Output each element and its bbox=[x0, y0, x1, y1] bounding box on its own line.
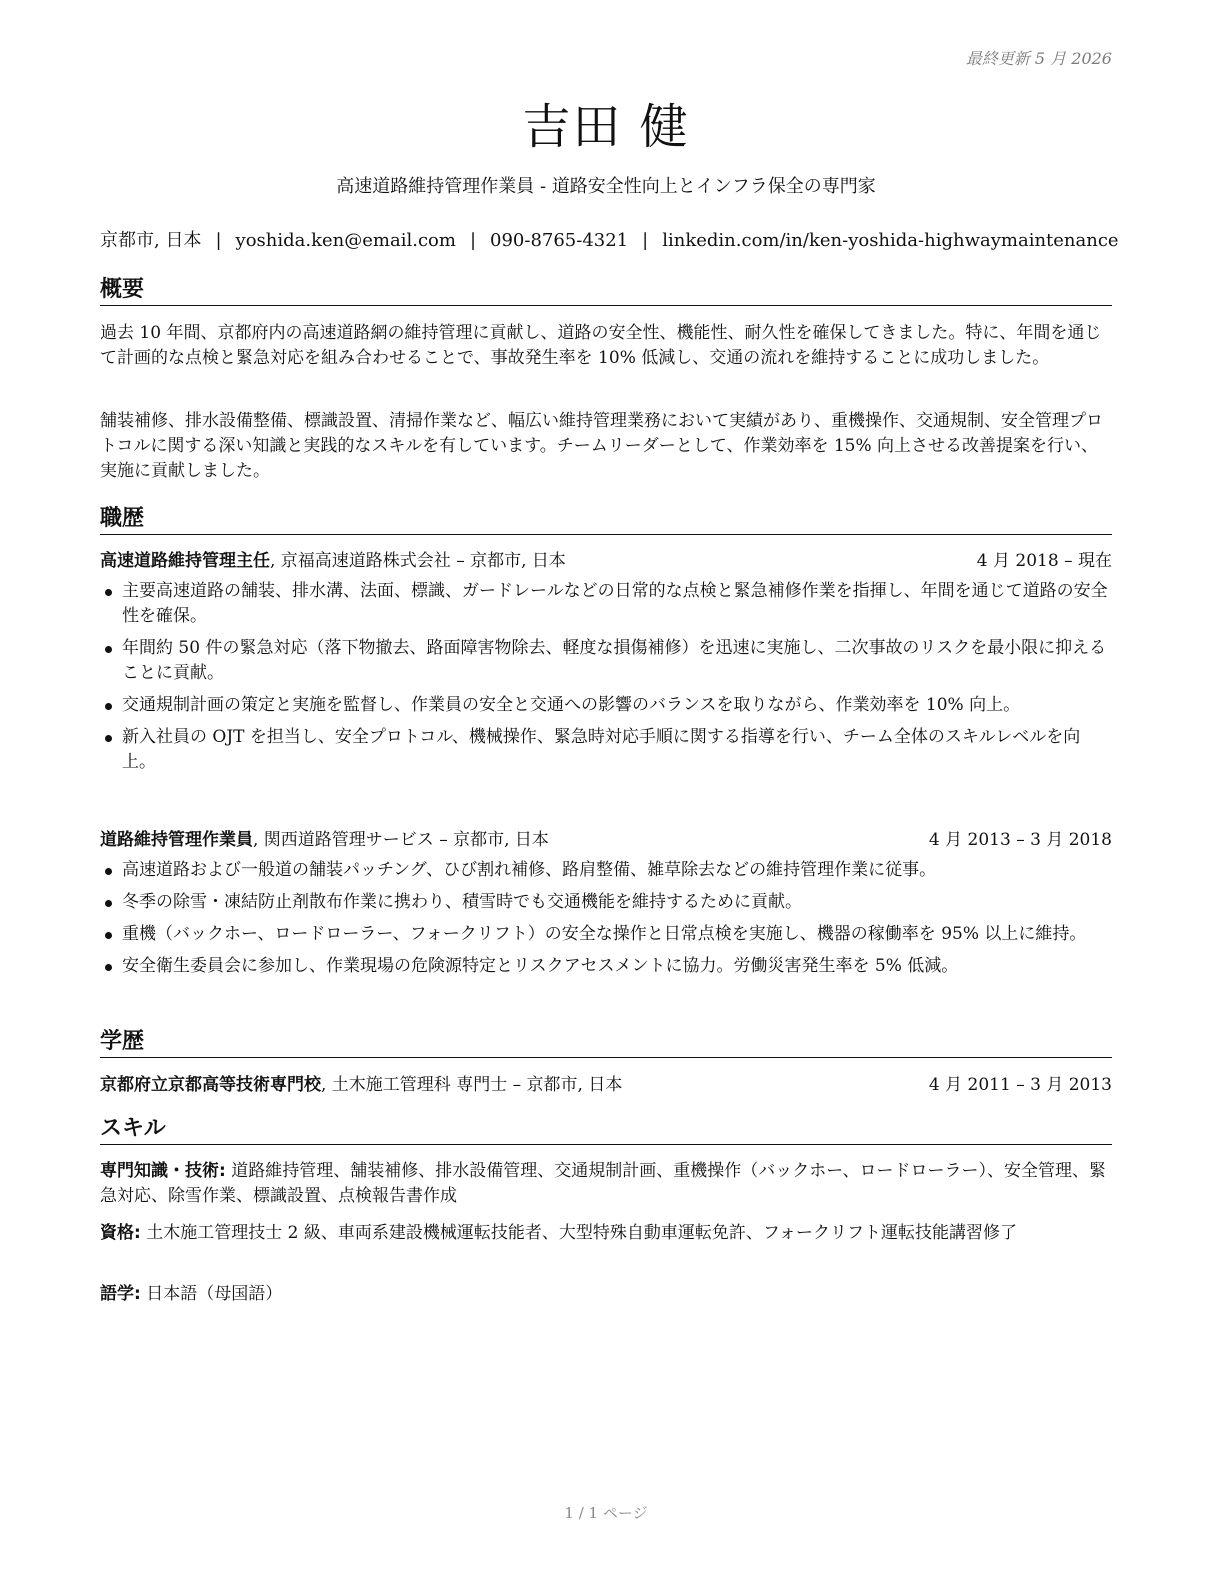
job-dates: 4 月 2013 – 3 月 2018 bbox=[928, 830, 1112, 850]
education-dates: 4 月 2011 – 3 月 2013 bbox=[928, 1075, 1112, 1095]
summary-paragraph: 舗装補修、排水設備整備、標識設置、清掃作業など、幅広い維持管理業務において実績があり、重機操作、交通規制、安全管理プロトコルに関する深い知識と実践的なスキルを有しています。チームリーダーとして、作業効率を 15% 向上させる改善提案を行い、実施に貢献しました。 bbox=[100, 411, 1103, 481]
list-item: 冬季の除雪・凍結防止剤散布作業に携わり、積雪時でも交通機能を維持するために貢献。 bbox=[100, 890, 1112, 915]
list-item: 高速道路および一般道の舗装パッチング、ひび割れ補修、路肩整備、雑草除去などの維持管理作業に従事。 bbox=[100, 858, 1112, 883]
section-title-education: 学歴 bbox=[100, 1029, 1112, 1058]
contact-separator: | bbox=[215, 230, 222, 251]
skill-label: 語学: bbox=[100, 1284, 141, 1304]
job-role: 高速道路維持管理主任 bbox=[100, 551, 270, 571]
skill-label: 専門知識・技術: bbox=[100, 1161, 226, 1181]
education-detail: , 土木施工管理科 専門士 – 京都市, 日本 bbox=[321, 1075, 623, 1095]
education-entry bbox=[100, 1073, 1112, 1097]
job-org: , 京福高速道路株式会社 – 京都市, 日本 bbox=[270, 551, 566, 571]
list-item: 安全衛生委員会に参加し、作業現場の危険源特定とリスクアセスメントに協力。労働災害発生率を 5% 低減。 bbox=[100, 954, 1112, 979]
job-header bbox=[100, 549, 1112, 573]
contact-phone[interactable]: 090-8765-4321 bbox=[490, 230, 629, 251]
list-item: 年間約 50 件の緊急対応（落下物撤去、路面障害物除去、軽度な損傷補修）を迅速に実施し、二次事故のリスクを最小限に抑えることに貢献。 bbox=[100, 636, 1112, 686]
last-updated: 最終更新 5 月 2026 bbox=[965, 49, 1112, 68]
section-title-experience: 職歴 bbox=[100, 506, 1112, 535]
list-item: 重機（バックホー、ロードローラー、フォークリフト）の安全な操作と日常点検を実施し、機器の稼働率を 95% 以上に維持。 bbox=[100, 922, 1112, 947]
contact-separator: | bbox=[469, 230, 477, 251]
skill-text: 土木施工管理技士 2 級、車両系建設機械運転技能者、大型特殊自動車運転免許、フォークリフト運転技能講習修了 bbox=[140, 1223, 1017, 1243]
list-item: 主要高速道路の舗装、排水溝、法面、標識、ガードレールなどの日常的な点検と緊急補修作業を指揮し、年間を通じて道路の安全性を確保。 bbox=[100, 579, 1112, 629]
list-item: 新入社員の OJT を担当し、安全プロトコル、機械操作、緊急時対応手順に関する指導を行い、チーム全体のスキルレベルを向上。 bbox=[100, 725, 1112, 775]
section-title-skills: スキル bbox=[100, 1116, 1112, 1145]
skill-label: 資格: bbox=[100, 1223, 141, 1243]
resume-page bbox=[100, 0, 1119, 1584]
skill-text: 日本語（母国語） bbox=[140, 1284, 283, 1304]
school-name: 京都府立京都高等技術専門校 bbox=[100, 1075, 321, 1095]
skill-text: 道路維持管理、舗装補修、排水設備管理、交通規制計画、重機操作（バックホー、ロードローラー）、安全管理、緊急対応、除雪作業、標識設置、点検報告書作成 bbox=[100, 1161, 1107, 1206]
job-bullets bbox=[100, 858, 1112, 986]
job-dates: 4 月 2018 – 現在 bbox=[976, 551, 1112, 571]
page-number: 1 / 1 ページ bbox=[564, 1504, 648, 1522]
summary-paragraph: 過去 10 年間、京都府内の高速道路網の維持管理に貢献し、道路の安全性、機能性、耐久性を確保してきました。特に、年間を通じて計画的な点検と緊急対応を組み合わせることで、事故発生率を 10% 低減し、交通の流れを維持することに成功しました。 bbox=[100, 323, 1102, 368]
section-title-summary: 概要 bbox=[100, 277, 1112, 306]
contact-linkedin[interactable]: linkedin.com/in/ken-yoshida-highwaymaintenance bbox=[662, 230, 1119, 251]
job-bullets bbox=[100, 579, 1112, 782]
contact-separator: | bbox=[642, 230, 649, 251]
candidate-name: 吉田 健 bbox=[522, 99, 690, 155]
skill-line bbox=[100, 1221, 1112, 1246]
contact-location: 京都市, 日本 bbox=[100, 230, 202, 251]
tagline: 高速道路維持管理作業員 - 道路安全性向上とインフラ保全の専門家 bbox=[336, 176, 876, 197]
skill-line bbox=[100, 1159, 1112, 1209]
contact-email[interactable]: yoshida.ken@email.com bbox=[235, 230, 456, 251]
skill-line bbox=[100, 1282, 1112, 1307]
job-role: 道路維持管理作業員 bbox=[100, 830, 253, 850]
list-item: 交通規制計画の策定と実施を監督し、作業員の安全と交通への影響のバランスを取りながら、作業効率を 10% 向上。 bbox=[100, 693, 1112, 718]
job-header bbox=[100, 828, 1112, 852]
contact-line bbox=[100, 226, 1119, 252]
job-org: , 関西道路管理サービス – 京都市, 日本 bbox=[253, 830, 549, 850]
